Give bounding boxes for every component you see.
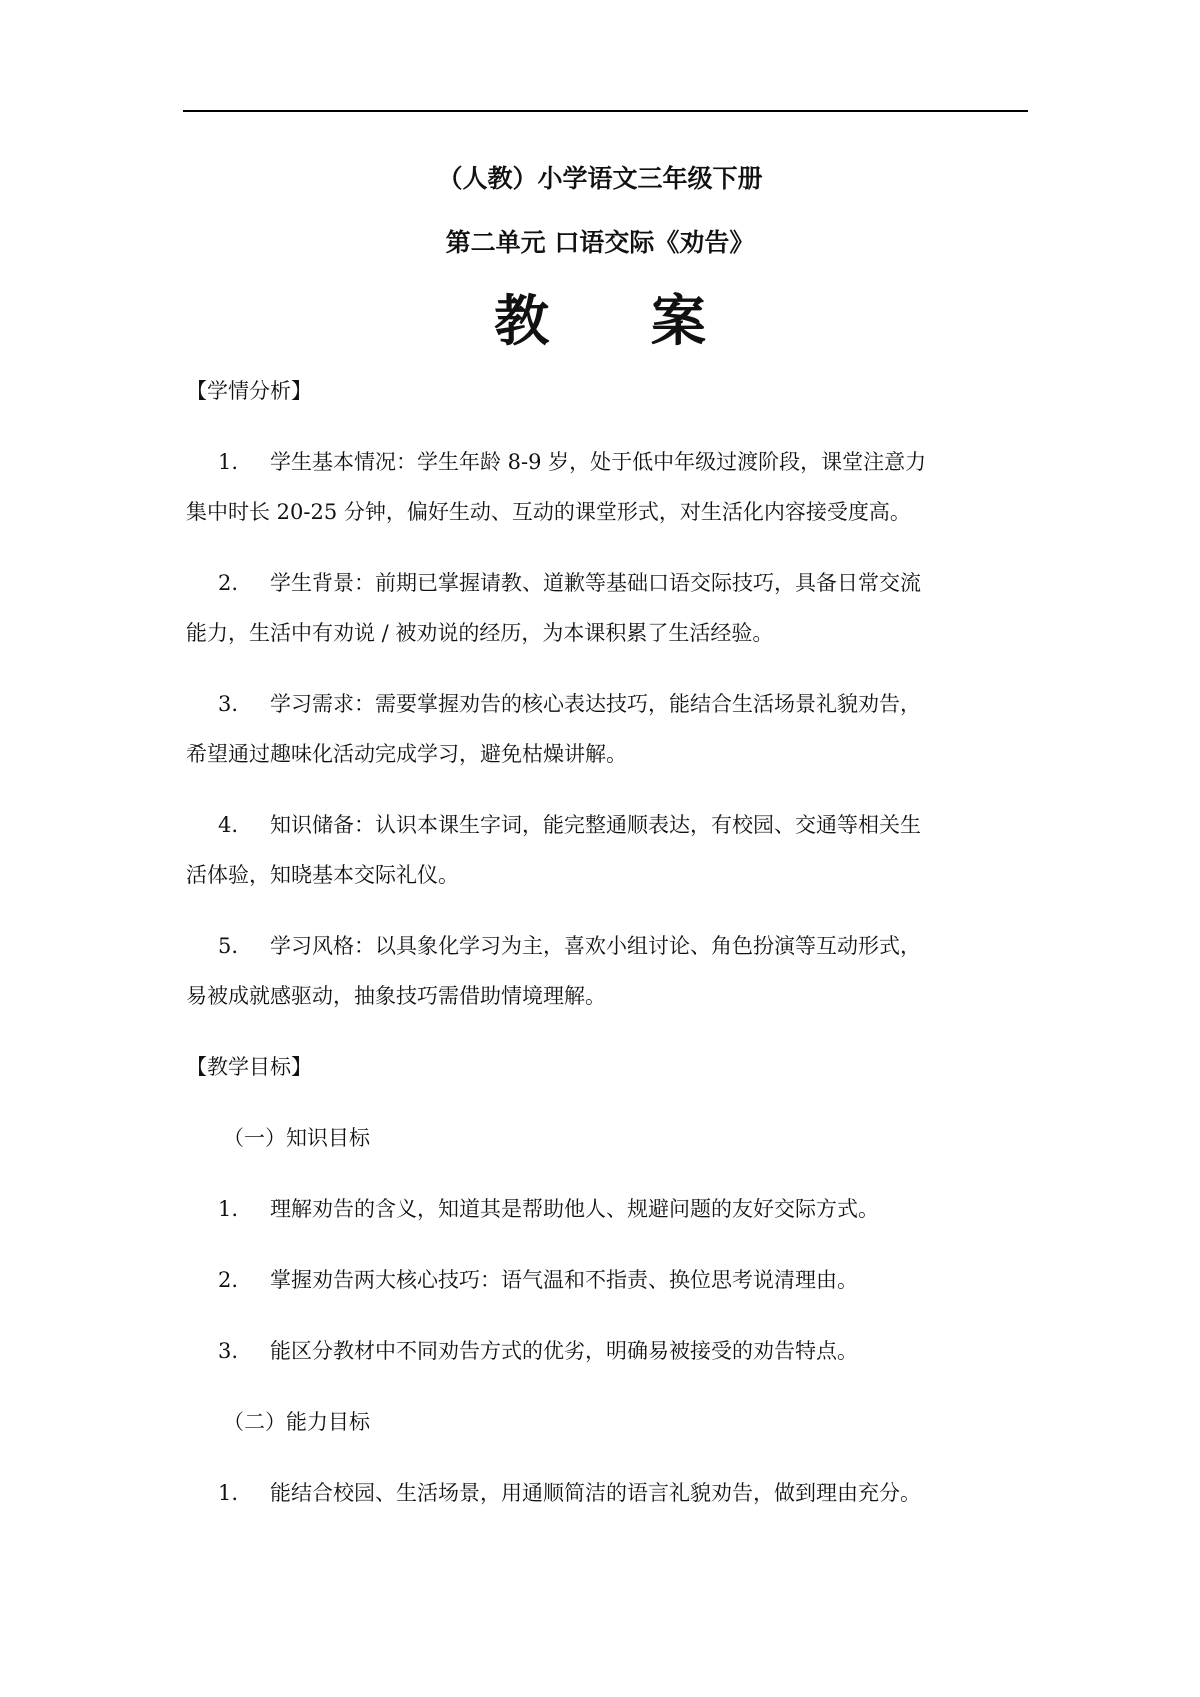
analysis-item-4-line2: 活体验，知晓基本交际礼仪。	[186, 863, 459, 887]
document-type-heading: 教 案	[494, 289, 748, 353]
knowledge-goal-3	[218, 1336, 858, 1366]
analysis-item-5-line2: 易被成就感驱动，抽象技巧需借助情境理解。	[186, 984, 606, 1008]
item-text: 能区分教材中不同劝告方式的优劣，明确易被接受的劝告特点。	[270, 1339, 858, 1363]
subheading-knowledge-goals: （一）知识目标	[223, 1126, 370, 1150]
analysis-item-2-line1	[218, 568, 921, 598]
item-number: 1.	[218, 1197, 239, 1221]
item-text: 理解劝告的含义，知道其是帮助他人、规避问题的友好交际方式。	[270, 1197, 879, 1221]
analysis-item-5-line1	[218, 931, 921, 961]
item-text: 掌握劝告两大核心技巧：语气温和不指责、换位思考说清理由。	[270, 1268, 858, 1292]
item-number: 2.	[218, 571, 239, 595]
analysis-item-3-line2: 希望通过趣味化活动完成学习，避免枯燥讲解。	[186, 742, 627, 766]
section-heading-objectives: 【教学目标】	[186, 1055, 312, 1079]
item-text: 学习风格：以具象化学习为主，喜欢小组讨论、角色扮演等互动形式，	[270, 934, 921, 958]
section-heading-learning-analysis: 【学情分析】	[186, 379, 312, 403]
subheading-ability-goals: （二）能力目标	[223, 1410, 370, 1434]
analysis-item-2-line2: 能力，生活中有劝说 / 被劝说的经历，为本课积累了生活经验。	[186, 621, 774, 645]
document-title-line1: （人教）小学语文三年级下册	[437, 164, 763, 193]
item-number: 2.	[218, 1268, 239, 1292]
item-number: 4.	[218, 813, 239, 837]
knowledge-goal-1	[218, 1194, 879, 1224]
item-text: 知识储备：认识本课生字词，能完整通顺表达，有校园、交通等相关生	[270, 813, 921, 837]
item-text: 学生基本情况：学生年龄 8-9 岁，处于低中年级过渡阶段，课堂注意力	[270, 450, 927, 474]
document-title-line2: 第二单元 口语交际《劝告》	[445, 228, 755, 257]
analysis-item-3-line1	[218, 689, 921, 719]
item-number: 1.	[218, 1481, 239, 1505]
item-number: 1.	[218, 450, 239, 474]
knowledge-goal-2	[218, 1265, 858, 1295]
analysis-item-4-line1	[218, 810, 921, 840]
header-rule	[183, 110, 1028, 112]
analysis-item-1-line2: 集中时长 20-25 分钟，偏好生动、互动的课堂形式，对生活化内容接受度高。	[186, 500, 911, 524]
item-text: 学生背景：前期已掌握请教、道歉等基础口语交际技巧，具备日常交流	[270, 571, 921, 595]
item-text: 能结合校园、生活场景，用通顺简洁的语言礼貌劝告，做到理由充分。	[270, 1481, 921, 1505]
item-number: 3.	[218, 692, 239, 716]
ability-goal-1	[218, 1478, 921, 1508]
item-number: 3.	[218, 1339, 239, 1363]
item-number: 5.	[218, 934, 239, 958]
analysis-item-1-line1	[218, 447, 926, 477]
item-text: 学习需求：需要掌握劝告的核心表达技巧，能结合生活场景礼貌劝告，	[270, 692, 921, 716]
